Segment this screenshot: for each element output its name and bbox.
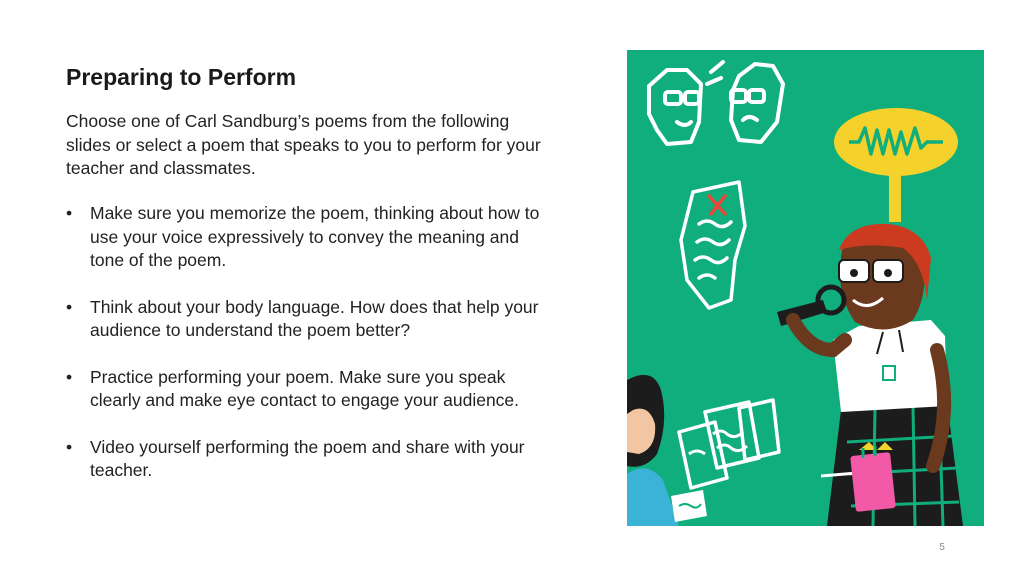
performance-illustration — [627, 50, 984, 526]
page-number: 5 — [939, 542, 945, 553]
intro-paragraph: Choose one of Carl Sandburg’s poems from the following slides or select a poem that speaks to you to perform for your teacher and classmates. — [66, 111, 541, 178]
bullet-icon: • — [66, 296, 73, 317]
list-item — [66, 366, 556, 413]
instruction-list — [66, 202, 556, 506]
list-item-text: Video yourself performing the poem and share with your teacher. — [90, 436, 525, 480]
illustration-canvas — [627, 50, 984, 526]
list-item — [66, 202, 556, 273]
list-item — [66, 296, 556, 343]
bullet-icon: • — [66, 203, 73, 223]
slide-title: Preparing to Perform — [66, 64, 297, 90]
list-item-text: Practice performing your poem. Make sure you speak clearly and make eye contact to engage your audience. — [90, 366, 520, 410]
bullet-icon: • — [66, 436, 73, 457]
bullet-icon: • — [66, 366, 73, 387]
list-item — [66, 436, 556, 483]
list-item-text: Make sure you memorize the poem, thinking about how to use your voice expressively to convey the meaning and tone of the poem. — [90, 203, 540, 270]
list-item-text: Think about your body language. How does that help your audience to understand the poem better? — [90, 296, 539, 340]
